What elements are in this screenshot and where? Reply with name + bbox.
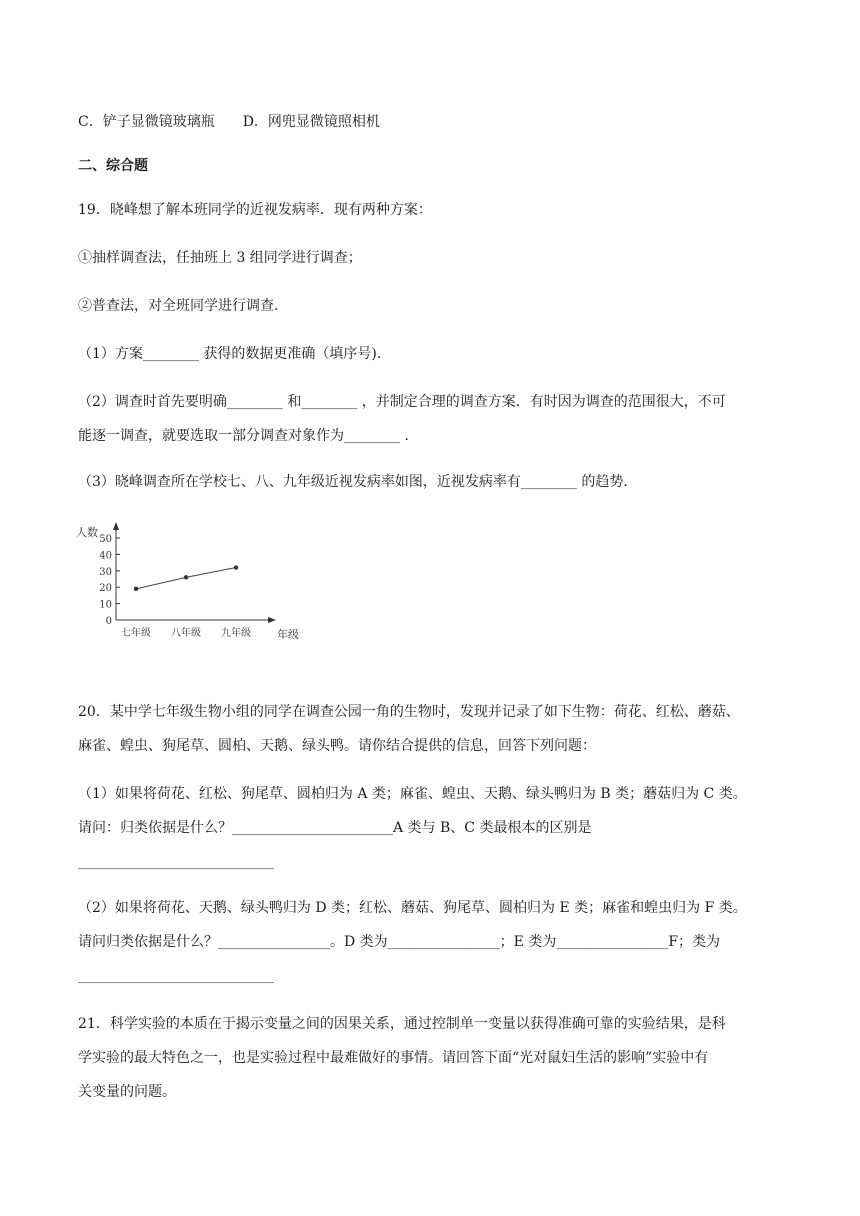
- q19-sub-3: （3）晓峰调查所在学校七、八、九年级近视发病率如图，近视发病率有________ 的趋势．: [78, 474, 638, 490]
- q20-sub-2-line-1: （2）如果将荷花、天鹅、绿头鸭归为 D 类；红松、蘑菇、狗尾草、圆柏归为 E 类；麻雀和蝗虫归为 F 类。: [78, 900, 747, 916]
- q21-line-3: 关变量的问题。: [78, 1084, 176, 1100]
- q19-sub-1: （1）方案________ 获得的数据更准确（填序号).: [78, 346, 382, 362]
- q19-option-1: ①抽样调查法，任抽班上 3 组同学进行调查；: [78, 250, 362, 266]
- q20-sub-1-line-2: 请问：归类依据是什么？_______________________A 类与 B、C 类最根本的区别是: [78, 820, 592, 836]
- y-axis-label: 人数: [76, 526, 98, 539]
- x-tick-label: 九年级: [221, 628, 251, 639]
- data-point: [184, 575, 188, 579]
- myopia-line-chart: [74, 516, 304, 644]
- q20-stem-line-2: 麻雀、蝗虫、狗尾草、圆柏、天鹅、绿头鸭。请你结合提供的信息，回答下列问题：: [78, 738, 596, 754]
- section-title: 二、综合题: [78, 158, 148, 174]
- y-axis-arrow: [113, 522, 119, 530]
- q19-option-2: ②普查法，对全班同学进行调查．: [78, 298, 288, 314]
- q20-sub-1-line-3: ____________________________: [78, 854, 274, 870]
- q20-sub-2-line-2: 请问归类依据是什么？________________。D 类为________________；E 类为________________F；类为: [78, 934, 721, 950]
- y-tick-label: 30: [99, 566, 112, 578]
- y-tick-label: 40: [99, 550, 112, 562]
- q21-line-2: 学实验的最大特色之一，也是实验过程中最难做好的事情。请回答下面“光对鼠妇生活的影响”实验中有: [78, 1050, 709, 1066]
- q20-sub-1-line-1: （1）如果将荷花、红松、狗尾草、圆柏归为 A 类；麻雀、蝗虫、天鹅、绿头鸭归为 B 类；蘑菇归为 C 类。: [78, 786, 747, 802]
- data-point: [134, 587, 138, 591]
- q19-sub-2-line-1: （2）调查时首先要明确________ 和________ ，并制定合理的调查方案．有时因为调查的范围很大，不可: [78, 394, 726, 410]
- x-tick-label: 七年级: [121, 628, 151, 639]
- x-axis-label: 年级: [277, 628, 299, 641]
- q20-stem-line-1: 20．某中学七年级生物小组的同学在调查公园一角的生物时，发现并记录了如下生物：荷花、红松、蘑菇、: [78, 704, 740, 720]
- y-tick-label: 0: [105, 616, 112, 627]
- x-axis-arrow: [268, 617, 276, 623]
- q21-line-1: 21．科学实验的本质在于揭示变量之间的因果关系，通过控制单一变量以获得准确可靠的实验结果，是科: [78, 1016, 726, 1032]
- q20-sub-2-line-3: ____________________________: [78, 968, 274, 984]
- y-tick-label: 50: [99, 534, 112, 545]
- q19-sub-2-line-2: 能逐一调查，就要选取一部分调查对象作为________ ．: [78, 428, 419, 444]
- data-point: [234, 565, 238, 569]
- x-tick-label: 八年级: [171, 628, 201, 639]
- options-c-d: C．铲子显微镜玻璃瓶 D．网兜显微镜照相机: [78, 114, 380, 130]
- q19-stem: 19．晓峰想了解本班同学的近视发病率．现有两种方案：: [78, 202, 432, 218]
- y-tick-label: 10: [99, 599, 112, 611]
- y-tick-label: 20: [99, 583, 112, 595]
